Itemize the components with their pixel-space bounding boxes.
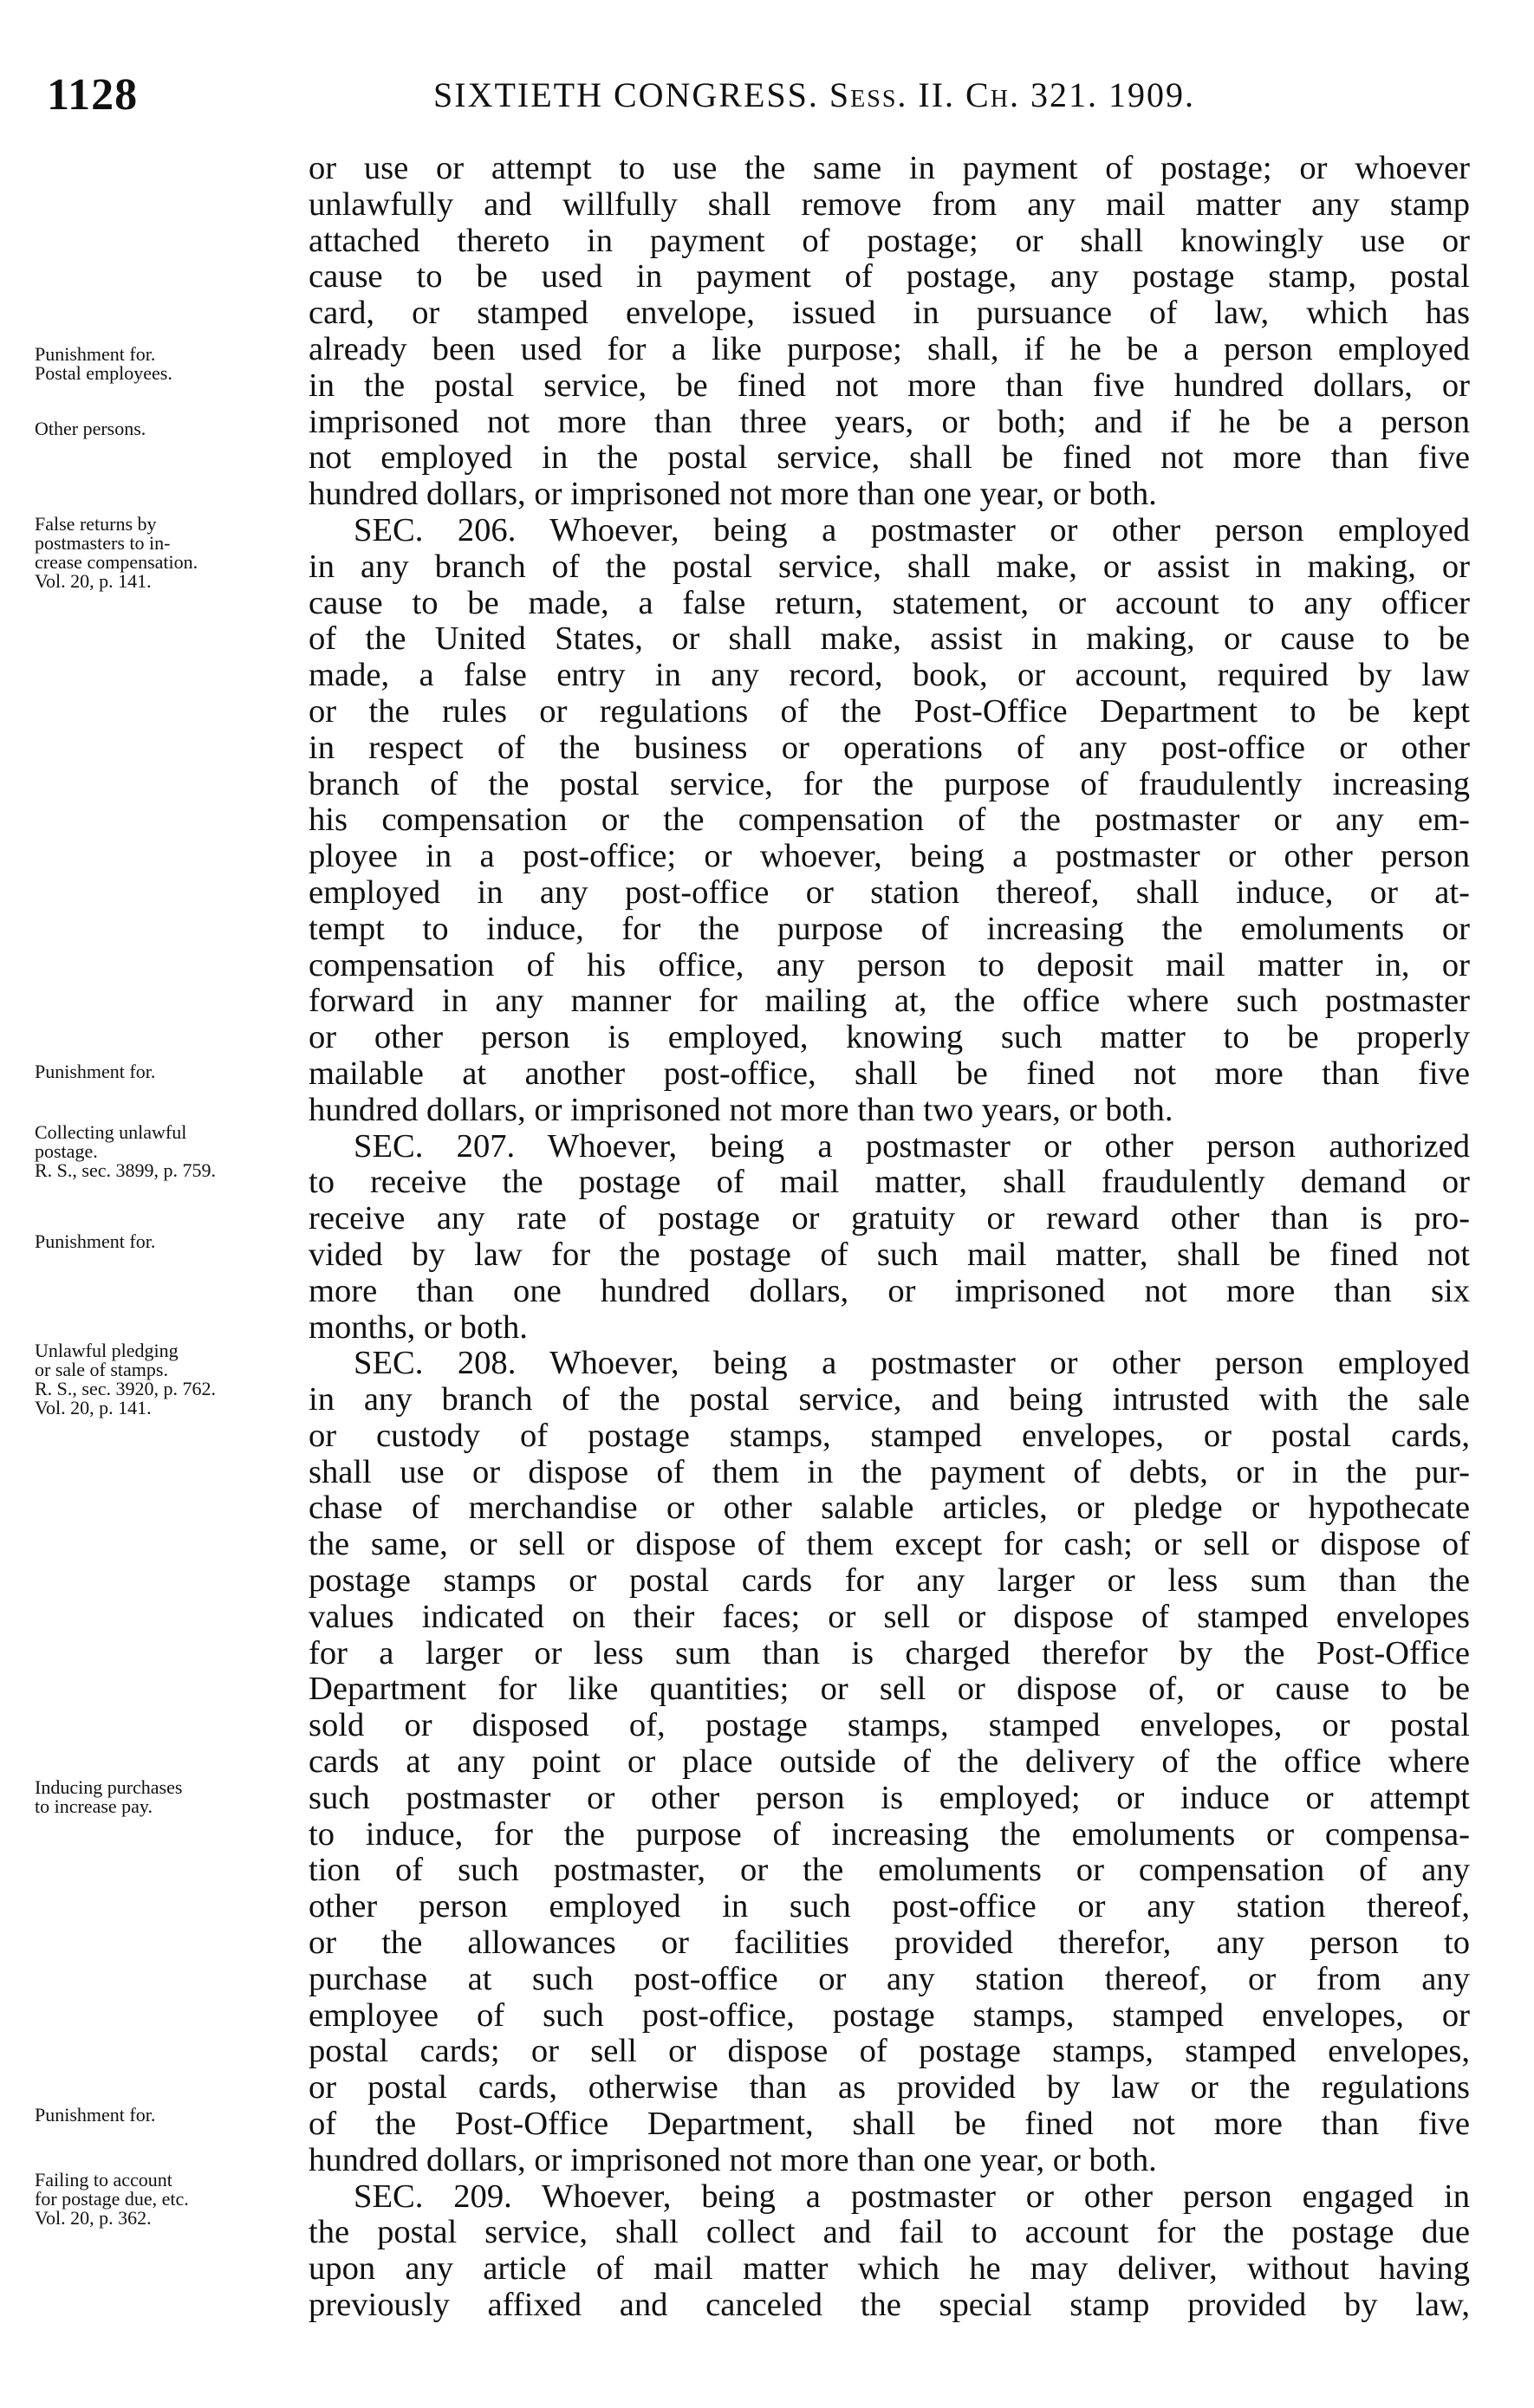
margin-note: Punishment for. Postal employees.: [35, 343, 172, 384]
text-line: sold or disposed of, postage stamps, stamped envelopes, or postal: [309, 1707, 1470, 1744]
text-line: not employed in the postal service, shall be fined not more than five: [309, 439, 1470, 477]
text-line: values indicated on their faces; or sell or dispose of stamped envelopes: [309, 1598, 1470, 1635]
text-line: hundred dollars, or imprisoned not more than one year, or both.: [309, 2141, 1157, 2178]
text-line: employed in any post-office or station thereof, shall induce, or at-: [309, 873, 1470, 911]
text-line: the postal service, shall collect and fail to account for the postage due: [309, 2214, 1470, 2251]
text-line: shall use or dispose of them in the payment of debts, or in the pur-: [309, 1453, 1470, 1490]
running-head-session: II.: [907, 75, 966, 114]
text-line: such postmaster or other person is employed; or induce or attempt: [309, 1779, 1470, 1816]
text-line: or use or attempt to use the same in payment of postage; or whoever: [309, 150, 1470, 186]
text-line: of the United States, or shall make, assist in making, or cause to be: [309, 620, 1470, 658]
text-line: employee of such post-office, postage stamps, stamped envelopes, or: [309, 1996, 1470, 2034]
text-line: or custody of postage stamps, stamped envelopes, or postal cards,: [309, 1417, 1470, 1454]
text-line: or other person is employed, knowing such matter to be properly: [309, 1019, 1470, 1056]
text-line: postal cards; or sell or dispose of postage stamps, stamped envelopes,: [309, 2033, 1470, 2070]
text-line: tempt to induce, for the purpose of increasing the emoluments or: [309, 910, 1470, 947]
text-line: made, a false entry in any record, book, or account, required by law: [309, 657, 1470, 694]
text-line: in any branch of the postal service, and being intrusted with the sale: [309, 1381, 1470, 1418]
statute-body-text: [309, 151, 1470, 2324]
text-line: other person employed in such post-office or any station thereof,: [309, 1888, 1470, 1925]
text-line: tion of such postmaster, or the emoluments or compensation of any: [309, 1852, 1470, 1889]
running-head-session-label: Sess.: [829, 75, 908, 114]
margin-note: Collecting unlawful postage. R. S., sec. 3899, p. 759.: [35, 1121, 216, 1181]
text-line: his compensation or the compensation of the postmaster or any em-: [309, 802, 1470, 839]
text-line: forward in any manner for mailing at, the office where such postmaster: [309, 983, 1470, 1020]
text-line: purchase at such post-office or any station thereof, or from any: [309, 1960, 1470, 1997]
running-head: [433, 75, 1195, 115]
text-line: imprisoned not more than three years, or both; and if he be a person: [309, 403, 1470, 440]
margin-note: Failing to account for postage due, etc. Vol. 20, p. 362.: [35, 2169, 189, 2229]
text-line: more than one hundred dollars, or imprisoned not more than six: [309, 1272, 1470, 1309]
text-line: of the Post-Office Department, shall be fined not more than five: [309, 2106, 1470, 2143]
text-line: or postal cards, otherwise than as provided by law or the regulations: [309, 2069, 1470, 2106]
text-line: vided by law for the postage of such mail matter, shall be fined not: [309, 1236, 1470, 1273]
running-head-chapter-year: 321. 1909.: [1019, 75, 1195, 114]
running-head-congress: SIXTIETH CONGRESS.: [433, 75, 829, 114]
text-line: chase of merchandise or other salable articles, or pledge or hypothecate: [309, 1490, 1470, 1527]
section-first-line: SEC. 209. Whoever, being a postmaster or other person engaged in: [354, 2178, 1470, 2215]
text-line: Department for like quantities; or sell or dispose of, or cause to be: [309, 1671, 1470, 1708]
text-line: in any branch of the postal service, shall make, or assist in making, or: [309, 548, 1470, 585]
text-line: the same, or sell or dispose of them except for cash; or sell or dispose of: [309, 1526, 1470, 1563]
text-line: or the allowances or facilities provided therefor, any person to: [309, 1924, 1470, 1962]
text-line: months, or both.: [309, 1308, 528, 1346]
margin-note: Punishment for.: [35, 1061, 156, 1082]
text-line: in respect of the business or operations of any post-office or other: [309, 729, 1470, 766]
section-first-line: SEC. 206. Whoever, being a postmaster or other person employed: [354, 511, 1470, 548]
text-line: unlawfully and willfully shall remove from any mail matter any stamp: [309, 185, 1470, 223]
text-line: hundred dollars, or imprisoned not more than two years, or both.: [309, 1091, 1173, 1128]
text-line: previously affixed and canceled the special stamp provided by law,: [309, 2287, 1470, 2324]
text-line: ployee in a post-office; or whoever, being a postmaster or other person: [309, 838, 1470, 875]
running-head-chapter-label: Ch.: [965, 75, 1020, 114]
text-line: cards at any point or place outside of the delivery of the office where: [309, 1743, 1470, 1781]
text-line: in the postal service, be fined not more than five hundred dollars, or: [309, 367, 1470, 404]
text-line: compensation of his office, any person to deposit mail matter in, or: [309, 946, 1470, 983]
text-line: postage stamps or postal cards for any larger or less sum than the: [309, 1562, 1470, 1600]
text-line: receive any rate of postage or gratuity or reward other than is pro-: [309, 1200, 1470, 1237]
margin-note: Punishment for.: [35, 2104, 156, 2126]
page-number: 1128: [47, 70, 139, 120]
margin-notes: [0, 0, 309, 2408]
text-line: mailable at another post-office, shall be fined not more than five: [309, 1055, 1470, 1092]
margin-note: Unlawful pledging or sale of stamps. R. S., sec. 3920, p. 762. Vol. 20, p. 141.: [35, 1340, 216, 1418]
text-line: attached thereto in payment of postage; or shall knowingly use or: [309, 222, 1470, 259]
text-line: card, or stamped envelope, issued in pursuance of law, which has: [309, 295, 1470, 332]
text-line: already been used for a like purpose; shall, if he be a person employed: [309, 330, 1470, 367]
text-line: branch of the postal service, for the purpose of fraudulently increasing: [309, 765, 1470, 802]
text-line: cause to be used in payment of postage, any postage stamp, postal: [309, 258, 1470, 295]
text-line: cause to be made, a false return, statement, or account to any officer: [309, 584, 1470, 621]
text-line: to receive the postage of mail matter, shall fraudulently demand or: [309, 1164, 1470, 1201]
text-line: to induce, for the purpose of increasing the emoluments or compensa-: [309, 1815, 1470, 1853]
margin-note: Inducing purchases to increase pay.: [35, 1776, 183, 1817]
section-first-line: SEC. 208. Whoever, being a postmaster or other person employed: [354, 1345, 1470, 1382]
margin-note: Other persons.: [35, 418, 146, 439]
margin-note: Punishment for.: [35, 1230, 156, 1252]
text-line: for a larger or less sum than is charged therefor by the Post-Office: [309, 1634, 1470, 1671]
text-line: hundred dollars, or imprisoned not more than one year, or both.: [309, 476, 1157, 513]
text-line: or the rules or regulations of the Post-Office Department to be kept: [309, 692, 1470, 730]
margin-note: False returns by postmasters to in- crease compensation. Vol. 20, p. 141.: [35, 513, 198, 592]
text-line: upon any article of mail matter which he may deliver, without having: [309, 2250, 1470, 2288]
section-first-line: SEC. 207. Whoever, being a postmaster or other person authorized: [354, 1127, 1470, 1165]
